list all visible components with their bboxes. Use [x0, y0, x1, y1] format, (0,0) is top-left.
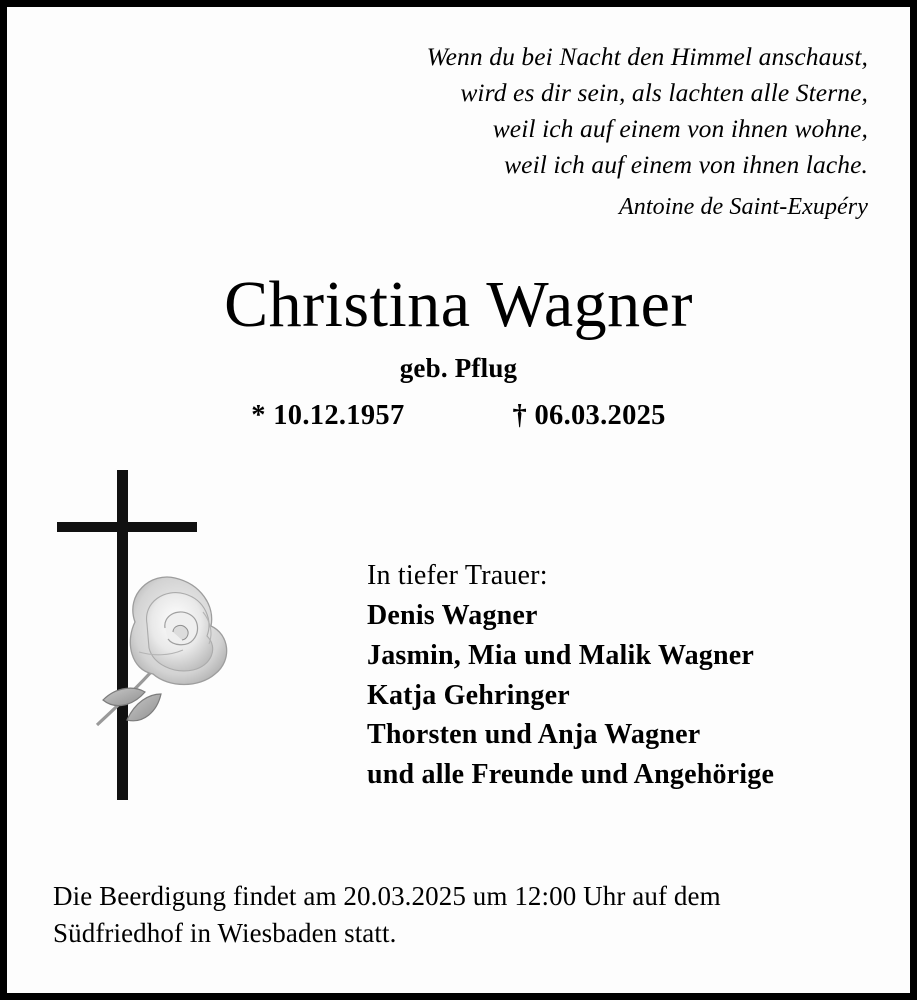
poem-line-1: Wenn du bei Nacht den Himmel anschaust, — [426, 42, 868, 71]
poem-line-3: weil ich auf einem von ihnen wohne, — [492, 113, 868, 143]
funeral-details-line-1: Die Beerdigung findet am 20.03.2025 um 12:00 Uhr auf dem — [53, 881, 721, 912]
mourner-name-1: Denis Wagner — [367, 600, 538, 632]
name-block — [7, 267, 910, 433]
poem-line-2: wird es dir sein, als lachten alle Sterne, — [460, 77, 868, 107]
poem-author: Antoine de Saint-Exupéry — [619, 193, 868, 220]
poem-block — [7, 7, 910, 225]
funeral-details — [7, 878, 910, 951]
maiden-name: geb. Pflug — [399, 353, 518, 384]
mourners-block — [367, 556, 774, 795]
mourner-name-3: Katja Gehringer — [367, 679, 570, 711]
mourner-name-5: und alle Freunde und Angehörige — [367, 759, 775, 791]
mourner-name-2: Jasmin, Mia und Malik Wagner — [367, 639, 755, 671]
funeral-details-line-2: Südfriedhof in Wiesbaden statt. — [53, 917, 397, 948]
cross-crossbar-icon — [57, 522, 197, 532]
middle-section — [7, 460, 910, 830]
rose-icon — [69, 560, 254, 745]
birth-date: * 10.12.1957 — [251, 400, 405, 432]
mourner-name-4: Thorsten und Anja Wagner — [367, 719, 701, 751]
poem-line-4: weil ich auf einem von ihnen lache. — [504, 149, 868, 179]
deceased-name: Christina Wagner — [224, 267, 693, 341]
life-dates — [7, 400, 910, 432]
death-date: † 06.03.2025 — [512, 400, 666, 432]
mourners-intro: In tiefer Trauer: — [367, 560, 548, 592]
cross-and-rose-graphic — [47, 460, 277, 800]
